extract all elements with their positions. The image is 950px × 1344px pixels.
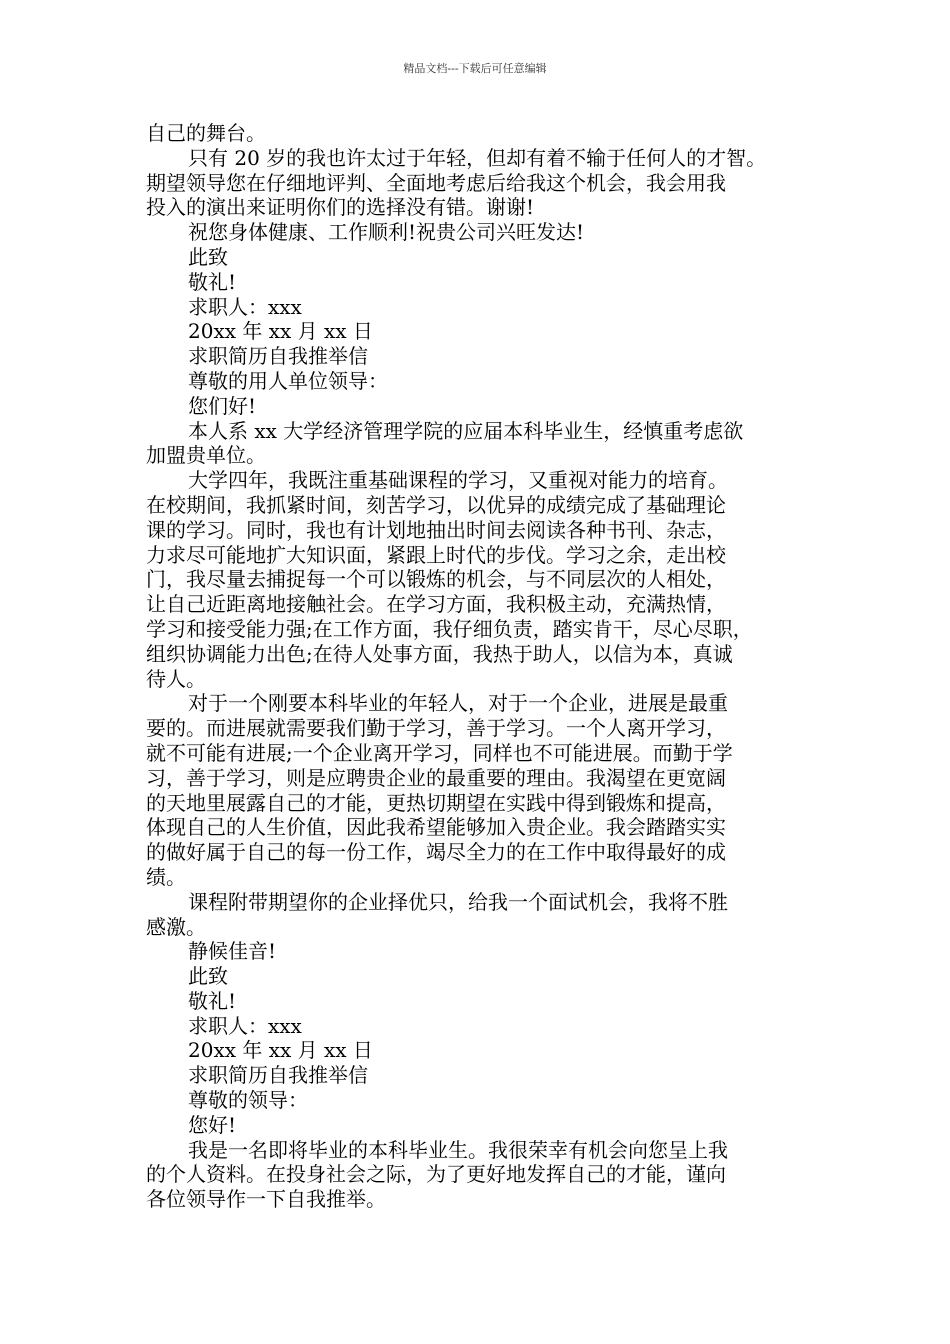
body-line: 敬礼! bbox=[188, 988, 237, 1013]
body-line: 求职人：xxx bbox=[188, 294, 302, 319]
body-line: 的天地里展露自己的才能，更热切期望在实践中得到锻炼和提高， bbox=[146, 790, 726, 815]
body-line: 组织协调能力出色;在待人处事方面，我热于助人，以信为本，真诚 bbox=[146, 641, 733, 666]
body-line: 静候佳音! bbox=[188, 939, 277, 964]
body-line: 各位领导作一下自我推举。 bbox=[146, 1187, 386, 1212]
body-line: 课的学习。同时，我也有计划地抽出时间去阅读各种书刊、杂志， bbox=[146, 517, 726, 542]
body-line: 在校期间，我抓紧时间，刻苦学习，以优异的成绩完成了基础理论 bbox=[146, 492, 726, 517]
body-line: 自己的舞台。 bbox=[146, 121, 266, 145]
body-line: 投入的演出来证明你们的选择没有错。谢谢! bbox=[146, 195, 535, 220]
body-line: 让自己近距离地接触社会。在学习方面，我积极主动，充满热情， bbox=[146, 592, 726, 617]
body-line: 此致 bbox=[188, 964, 228, 989]
body-line: 祝您身体健康、工作顺利!祝贵公司兴旺发达! bbox=[188, 220, 585, 245]
body-line: 要的。而进展就需要我们勤于学习，善于学习。一个人离开学习， bbox=[146, 716, 726, 741]
body-line: 习，善于学习，则是应聘贵企业的最重要的理由。我渴望在更宽阔 bbox=[146, 765, 726, 790]
body-line: 待人。 bbox=[146, 666, 206, 691]
body-line: 本人系 xx 大学经济管理学院的应届本科毕业生，经慎重考虑欲 bbox=[188, 418, 744, 443]
body-line: 课程附带期望你的企业择优只，给我一个面试机会，我将不胜 bbox=[188, 889, 728, 914]
body-line: 我是一名即将毕业的本科毕业生。我很荣幸有机会向您呈上我 bbox=[188, 1137, 728, 1162]
body-line: 此致 bbox=[188, 244, 228, 269]
body-line: 加盟贵单位。 bbox=[146, 443, 266, 468]
body-line: 大学四年，我既注重基础课程的学习，又重视对能力的培育。 bbox=[188, 468, 728, 493]
body-line: 绩。 bbox=[146, 864, 186, 889]
body-line: 20xx 年 xx 月 xx 日 bbox=[188, 319, 373, 344]
body-line: 的做好属于自己的每一份工作，竭尽全力的在工作中取得最好的成 bbox=[146, 840, 726, 865]
body-line: 您好! bbox=[188, 1112, 237, 1137]
body-line: 就不可能有进展;一个企业离开学习，同样也不可能进展。而勤于学 bbox=[146, 740, 733, 765]
body-line: 体现自己的人生价值，因此我希望能够加入贵企业。我会踏踏实实 bbox=[146, 815, 726, 840]
body-line: 求职简历自我推举信 bbox=[188, 1063, 368, 1088]
body-line: 尊敬的用人单位领导： bbox=[188, 368, 388, 393]
document-body bbox=[146, 121, 812, 1212]
body-line: 对于一个刚要本科毕业的年轻人，对于一个企业，进展是最重 bbox=[188, 691, 728, 716]
body-line: 敬礼! bbox=[188, 269, 237, 294]
body-line: 力求尽可能地扩大知识面，紧跟上时代的步伐。学习之余，走出校 bbox=[146, 542, 726, 567]
body-line: 期望领导您在仔细地评判、全面地考虑后给我这个机会，我会用我 bbox=[146, 170, 726, 195]
body-line: 的个人资料。在投身社会之际，为了更好地发挥自己的才能，谨向 bbox=[146, 1162, 726, 1187]
body-line: 尊敬的领导： bbox=[188, 1088, 308, 1113]
body-line: 门，我尽量去捕捉每一个可以锻炼的机会，与不同层次的人相处， bbox=[146, 567, 726, 592]
body-line: 求职简历自我推举信 bbox=[188, 344, 368, 369]
body-line: 20xx 年 xx 月 xx 日 bbox=[188, 1038, 373, 1063]
body-line: 求职人：xxx bbox=[188, 1013, 302, 1038]
page-header: 精品文档---下载后可任意编辑 bbox=[403, 62, 547, 75]
body-line: 您们好! bbox=[188, 393, 257, 418]
body-line: 只有 20 岁的我也许太过于年轻，但却有着不输于任何人的才智。 bbox=[188, 145, 767, 170]
body-line: 学习和接受能力强;在工作方面，我仔细负责，踏实肯干，尽心尽职， bbox=[146, 616, 753, 641]
body-line: 感激。 bbox=[146, 914, 206, 939]
